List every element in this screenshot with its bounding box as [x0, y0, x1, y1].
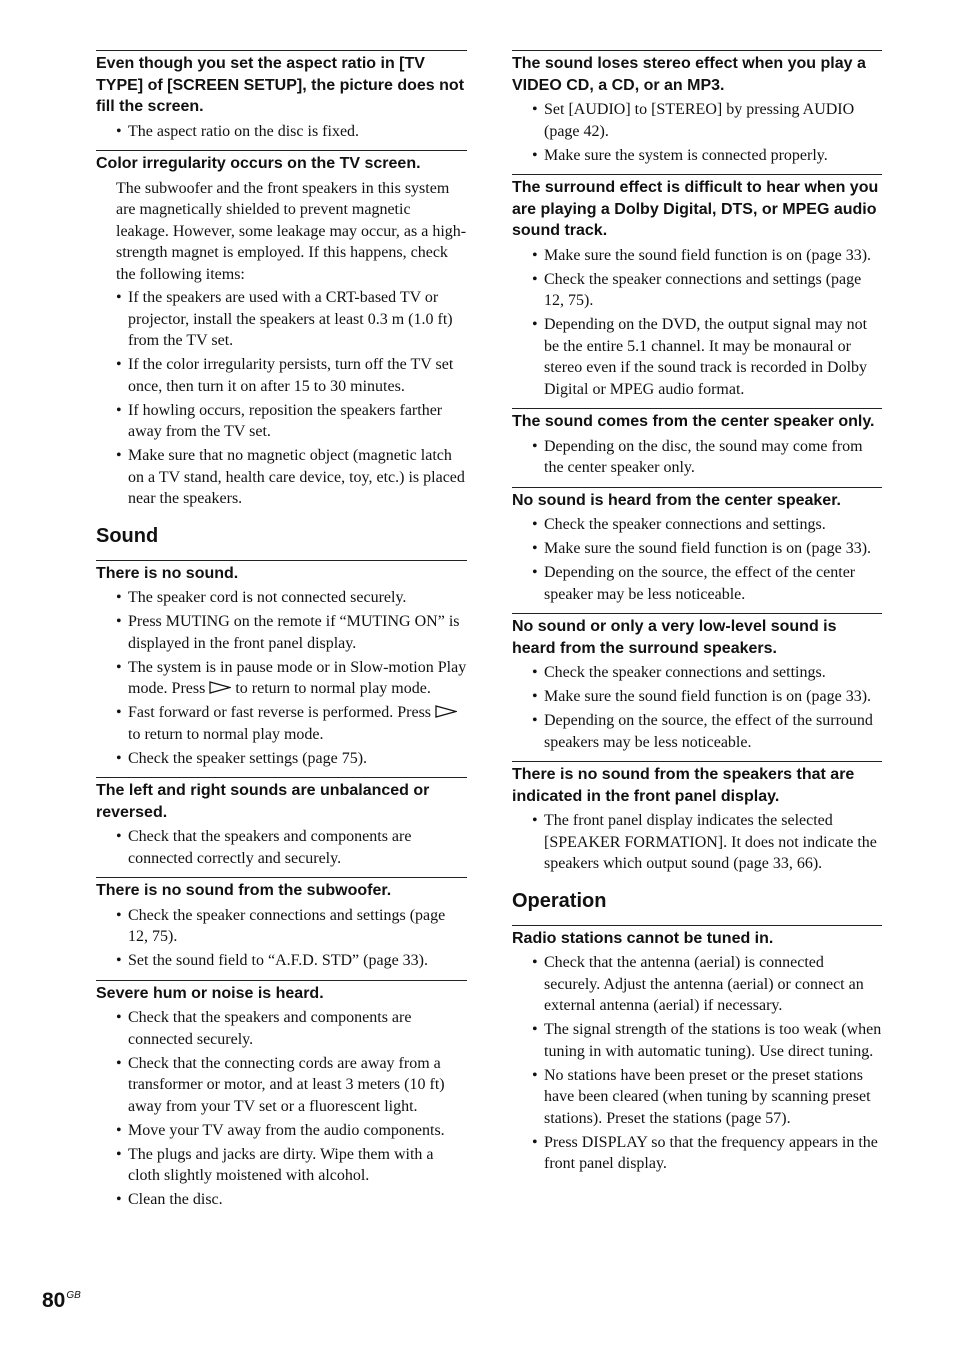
question-heading: The surround effect is difficult to hear when you are playing a Dolby Digital, DTS, or MPEG audio sound track.: [512, 179, 879, 239]
answer-list: [96, 826, 467, 869]
answer-item: • If the color irregularity persists, turn off the TV set once, then turn it on after 15 to 30 minutes.: [96, 354, 467, 397]
play-icon: [435, 705, 457, 718]
answer-list: [96, 121, 467, 143]
answer-item: • The speaker cord is not connected securely.: [96, 587, 467, 609]
answer-item: • Check that the connecting cords are away from a transformer or motor, and at least 3 meters (10 ft) away from your TV set or a fluorescent light.: [96, 1053, 467, 1118]
answer-list: [512, 436, 882, 479]
answer-list: [512, 99, 882, 166]
troubleshoot-item-indicated-speakers: [512, 761, 882, 875]
page-suffix: GB: [66, 1290, 81, 1301]
answer-item: • The signal strength of the stations is too weak (when tuning in with automatic tuning). Use direct tuning.: [512, 1019, 882, 1062]
troubleshoot-item-radio: [512, 925, 882, 1175]
answer-item: • Check the speaker settings (page 75).: [96, 748, 467, 770]
answer-item: • Make sure the sound field function is on (page 33).: [512, 686, 882, 708]
page-number-value: 80: [42, 1289, 66, 1312]
answer-item: [96, 702, 467, 745]
answer-item: • Check the speaker connections and settings.: [512, 662, 882, 684]
answer-list: [96, 1007, 467, 1211]
answer-item: • Press DISPLAY so that the frequency appears in the front panel display.: [512, 1132, 882, 1175]
answer-item: • Move your TV away from the audio components.: [96, 1120, 467, 1142]
question-heading: The sound loses stereo effect when you play a VIDEO CD, a CD, or an MP3.: [512, 55, 866, 94]
left-column: [96, 50, 467, 1219]
answer-item: • Press MUTING on the remote if “MUTING ON” is displayed in the front panel display.: [96, 611, 467, 654]
answer-list: [96, 287, 467, 510]
troubleshoot-item-surround-low: [512, 613, 882, 753]
troubleshoot-item-surround-effect: [512, 174, 882, 400]
answer-item: • The aspect ratio on the disc is fixed.: [96, 121, 467, 143]
answer-item: • Make sure the sound field function is on (page 33).: [512, 538, 882, 560]
question-heading: There is no sound from the subwoofer.: [96, 882, 392, 899]
question-heading: Even though you set the aspect ratio in [TV TYPE] of [SCREEN SETUP], the picture does not fill the screen.: [96, 55, 465, 115]
troubleshoot-item-hum-noise: [96, 980, 467, 1211]
troubleshoot-item-stereo-effect: [512, 50, 882, 166]
page-number: [42, 1284, 81, 1313]
intro-paragraph: The subwoofer and the front speakers in this system are magnetically shielded to prevent magnetic leakage. However, some leakage may occur, as a high-strength magnet is employed. If this happens, check the following items:: [116, 179, 467, 283]
answer-list: [96, 905, 467, 972]
answer-item: • Clean the disc.: [96, 1189, 467, 1211]
question-heading: No sound is heard from the center speaker.: [512, 491, 841, 509]
question-heading: The left and right sounds are unbalanced or reversed.: [96, 782, 430, 821]
answer-item: • Check that the speakers and components are connected correctly and securely.: [96, 826, 467, 869]
answer-item: • The plugs and jacks are dirty. Wipe them with a cloth slightly moistened with alcohol.: [96, 1144, 467, 1187]
question-heading: The sound comes from the center speaker only.: [512, 413, 875, 430]
answer-item: • Check the speaker connections and settings (page 12, 75).: [96, 905, 467, 948]
answer-item: • Set [AUDIO] to [STEREO] by pressing AUDIO (page 42).: [512, 99, 882, 142]
answer-item: • Set the sound field to “A.F.D. STD” (page 33).: [96, 950, 467, 972]
answer-list: [512, 810, 882, 875]
question-heading: Color irregularity occurs on the TV screen.: [96, 155, 421, 172]
answer-item: [96, 657, 467, 700]
answer-item: • Depending on the DVD, the output signal may not be the entire 5.1 channel. It may be monaural or stereo even if the sound track is recorded in Dolby Digital or MPEG audio format.: [512, 314, 882, 400]
answer-item: • The front panel display indicates the selected [SPEAKER FORMATION]. It does not indicate the speakers which output sound (page 33, 66).: [512, 810, 882, 875]
answer-item: • Make sure the system is connected properly.: [512, 145, 882, 167]
troubleshoot-item-aspect-ratio: [96, 50, 467, 142]
answer-list: [512, 662, 882, 753]
question-heading: There is no sound.: [96, 564, 239, 582]
question-heading: Severe hum or noise is heard.: [96, 984, 324, 1002]
section-heading-sound: Sound: [96, 524, 159, 547]
answer-item: • Check that the speakers and components are connected securely.: [96, 1007, 467, 1050]
answer-item: • If the speakers are used with a CRT-based TV or projector, install the speakers at least 0.3 m (1.0 ft) from the TV set.: [96, 287, 467, 352]
troubleshoot-item-subwoofer: [96, 877, 467, 972]
answer-text: Fast forward or fast reverse is performed. Press: [128, 704, 432, 721]
answer-list: [512, 245, 882, 401]
troubleshoot-item-color-irregularity: [96, 150, 467, 510]
answer-item: • Check that the antenna (aerial) is connected securely. Adjust the antenna (aerial) or connect an external antenna (aerial) if necessary.: [512, 952, 882, 1017]
answer-text: to return to normal play mode.: [128, 725, 324, 743]
answer-item: • Depending on the disc, the sound may come from the center speaker only.: [512, 436, 882, 479]
answer-list: [96, 587, 467, 769]
answer-item: • Make sure that no magnetic object (magnetic latch on a TV stand, health care device, toy, etc.) is placed near the speakers.: [96, 445, 467, 510]
answer-text: The system is in pause mode or in Slow-motion Play mode. Press: [128, 658, 467, 697]
question-heading: There is no sound from the speakers that are indicated in the front panel display.: [512, 766, 855, 805]
answer-item: • If howling occurs, reposition the speakers farther away from the TV set.: [96, 400, 467, 443]
play-icon: [209, 681, 231, 694]
answer-item: • Depending on the source, the effect of the center speaker may be less noticeable.: [512, 562, 882, 605]
answer-item: • Depending on the source, the effect of the surround speakers may be less noticeable.: [512, 710, 882, 753]
right-column: [512, 50, 882, 1183]
section-heading-operation: Operation: [512, 889, 607, 912]
answer-list: [512, 952, 882, 1175]
answer-list: [512, 514, 882, 605]
troubleshoot-item-center-only: [512, 408, 882, 479]
answer-item: • No stations have been preset or the preset stations have been cleared (when tuning by scanning preset stations). Preset the stations (page 57).: [512, 1065, 882, 1130]
question-heading: Radio stations cannot be tuned in.: [512, 929, 774, 947]
answer-item: • Make sure the sound field function is on (page 33).: [512, 245, 882, 267]
answer-item: • Check the speaker connections and settings.: [512, 514, 882, 536]
troubleshoot-item-no-center: [512, 487, 882, 606]
answer-item: • Check the speaker connections and settings (page 12, 75).: [512, 269, 882, 312]
troubleshoot-item-no-sound: [96, 560, 467, 770]
question-heading: No sound or only a very low-level sound is heard from the surround speakers.: [512, 618, 837, 657]
troubleshoot-item-unbalanced: [96, 777, 467, 869]
answer-text: to return to normal play mode.: [235, 680, 431, 697]
